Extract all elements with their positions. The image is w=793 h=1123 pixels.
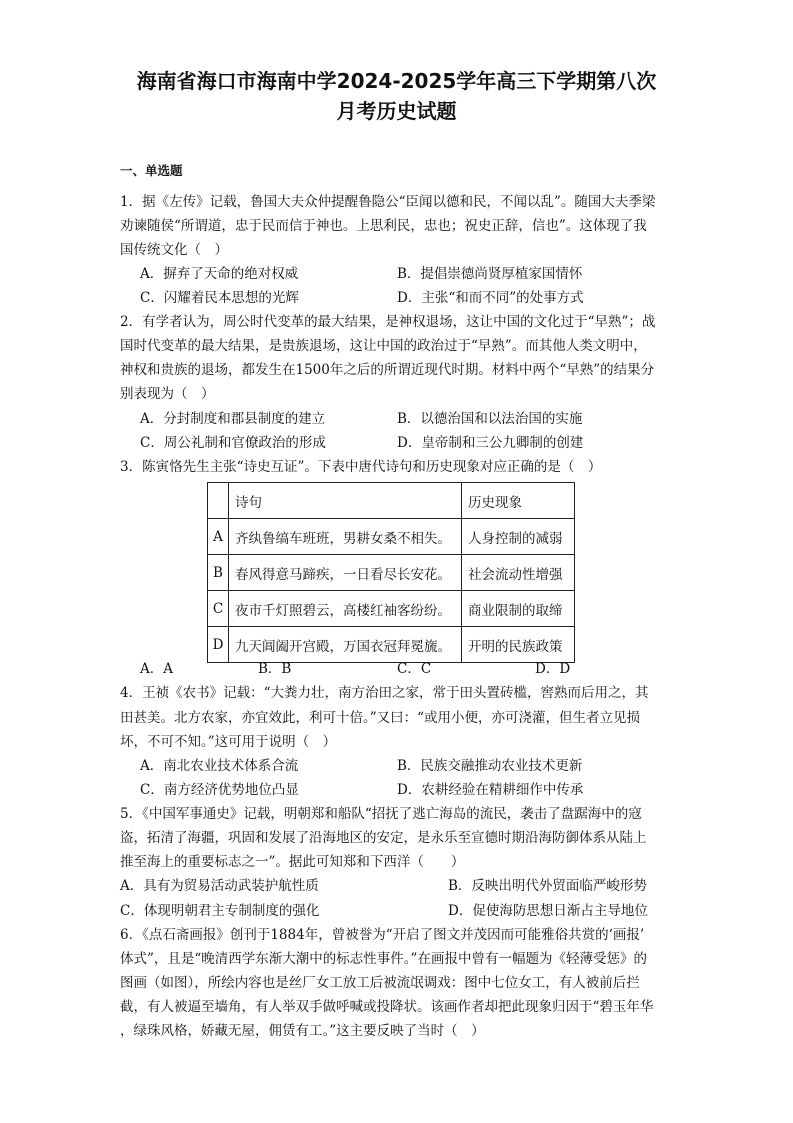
q3-option-a[interactable]: A．A: [140, 661, 173, 677]
table-cell-letter: C: [208, 591, 229, 627]
page-title-line-2: 月考历史试题: [336, 99, 457, 123]
q2-option-d[interactable]: D．皇帝制和三公九卿制的创建: [397, 435, 584, 451]
table-header-cell: 历史现象: [462, 483, 575, 519]
table-header-cell: 诗句: [229, 483, 462, 519]
q5-stem-line-3: 推至海上的重要标志之一”。据此可知郑和下西洋（ ）: [120, 854, 465, 870]
q5-option-a[interactable]: A．具有为贸易活动武装护航性质: [120, 878, 319, 894]
table-cell-history: 开明的民族政策: [462, 627, 575, 663]
q6-stem-line-1: 6．《点石斋画报》创刊于1884年，曾被誉为“开启了图文并茂因而可能雅俗共赏的‘画报’: [120, 927, 645, 943]
q5-option-b[interactable]: B．反映出明代外贸面临严峻形势: [448, 878, 647, 894]
table-cell-history: 人身控制的减弱: [462, 519, 575, 555]
q5-stem-line-2: 盗，拓清了海疆，巩固和发展了沿海地区的安定，是永乐至宣德时期沿海防御体系从陆上: [120, 830, 647, 846]
q5-option-d[interactable]: D．促使海防思想日渐占主导地位: [448, 903, 648, 919]
table-cell-history: 社会流动性增强: [462, 555, 575, 591]
table-cell-history: 商业限制的取缔: [462, 591, 575, 627]
table-cell-verse: 九天阊阖开宫殿，万国衣冠拜冕旒。: [229, 627, 462, 663]
q1-option-c[interactable]: C．闪耀着民本思想的光辉: [140, 290, 299, 306]
q3-stem-line-1: 3．陈寅恪先生主张“诗史互证”。下表中唐代诗句和历史现象对应正确的是（ ）: [120, 459, 602, 475]
q5-stem-line-1: 5．《中国军事通史》记载，明朝郑和船队“招抚了逃亡海岛的流民，袭击了盘踞海中的寇: [120, 806, 642, 822]
q4-option-a[interactable]: A．南北农业技术体系合流: [140, 758, 299, 774]
q4-stem-line-2: 田甚美。北方农家，亦宜效此，利可十倍。”又曰：“或用小便，亦可浇灌，但生者立见损: [120, 710, 641, 726]
table-cell-verse: 春风得意马蹄疾，一日看尽长安花。: [229, 555, 462, 591]
q2-option-a[interactable]: A．分封制度和郡县制度的建立: [140, 411, 326, 427]
q4-option-b[interactable]: B．民族交融推动农业技术更新: [397, 758, 583, 774]
q3-option-c[interactable]: C．C: [397, 661, 432, 677]
table-cell-letter: D: [208, 627, 229, 663]
q4-stem-line-3: 坏，不可不知。”这可用于说明（ ）: [120, 734, 337, 750]
q2-stem-line-2: 国时代变革的最大结果，是贵族退场，这让中国的政治过于“早熟”。而其他人类文明中，: [120, 338, 647, 354]
poetry-history-table: [207, 482, 575, 663]
table-cell-verse: 夜市千灯照碧云，高楼红袖客纷纷。: [229, 591, 462, 627]
q3-option-d[interactable]: D．D: [535, 661, 571, 677]
q1-stem-line-2: 劝谏随侯“所谓道，忠于民而信于神也。上思利民，忠也；祝史正辞，信也”。这体现了我: [120, 218, 647, 234]
q6-stem-line-3: 图画（如图），所绘内容也是丝厂女工放工后被流氓调戏：图中七位女工，有人被前后拦: [120, 975, 640, 991]
q1-option-b[interactable]: B．提倡崇德尚贤厚植家国情怀: [397, 266, 583, 282]
table-cell-letter: B: [208, 555, 229, 591]
table-cell-letter: A: [208, 519, 229, 555]
q4-stem-line-1: 4．王祯《农书》记载：“大粪力壮，南方治田之家，常于田头置砖槛，窖熟而后用之，其: [120, 685, 649, 701]
q1-stem-line-1: 1．据《左传》记载，鲁国大夫众仲提醒鲁隐公“臣闻以德和民，不闻以乱”。随国大夫季梁: [120, 194, 656, 210]
table-cell-verse: 齐纨鲁缟车班班，男耕女桑不相失。: [229, 519, 462, 555]
q2-stem-line-1: 2．有学者认为，周公时代变革的最大结果，是神权退场，这让中国的文化过于“早熟”；战: [120, 314, 656, 330]
q6-stem-line-4: 截，有人被逼至墙角，有人举双手做呼喊或投降状。该画作者却把此现象归因于“碧玉年华: [120, 999, 654, 1015]
q4-option-c[interactable]: C．南方经济优势地位凸显: [140, 782, 299, 798]
q5-option-c[interactable]: C．体现明朝君主专制制度的强化: [120, 903, 320, 919]
table-row: [208, 555, 575, 591]
table-row: [208, 519, 575, 555]
q3-option-b[interactable]: B．B: [258, 661, 292, 677]
q6-stem-line-5: ，绿珠风格，娇藏无屋，佣赁有工。”这主要反映了当时（ ）: [120, 1023, 485, 1039]
section-heading: 一、单选题: [120, 163, 183, 178]
q2-stem-line-4: 别表现为（ ）: [120, 386, 215, 402]
q2-option-b[interactable]: B．以德治国和以法治国的实施: [397, 411, 583, 427]
table-row: [208, 591, 575, 627]
q1-option-d[interactable]: D．主张“和而不同”的处事方式: [397, 290, 584, 306]
q6-stem-line-2: 体式”，且是“晚清西学东渐大潮中的标志性事件。”在画报中曾有一幅题为《轻薄受惩》的: [120, 951, 647, 967]
page-title-line-1: 海南省海口市海南中学2024-2025学年高三下学期第八次: [136, 69, 657, 93]
q4-option-d[interactable]: D．农耕经验在精耕细作中传承: [397, 782, 584, 798]
q1-stem-line-3: 国传统文化（ ）: [120, 242, 228, 258]
q2-option-c[interactable]: C．周公礼制和官僚政治的形成: [140, 435, 326, 451]
table-header-cell: [208, 483, 229, 519]
q2-stem-line-3: 神权和贵族的退场，都发生在1500年之后的所谓近现代时期。材料中两个“早熟”的结果分: [120, 362, 655, 378]
q1-option-a[interactable]: A．摒弃了天命的绝对权威: [140, 266, 299, 282]
table-header-row: [208, 483, 575, 519]
